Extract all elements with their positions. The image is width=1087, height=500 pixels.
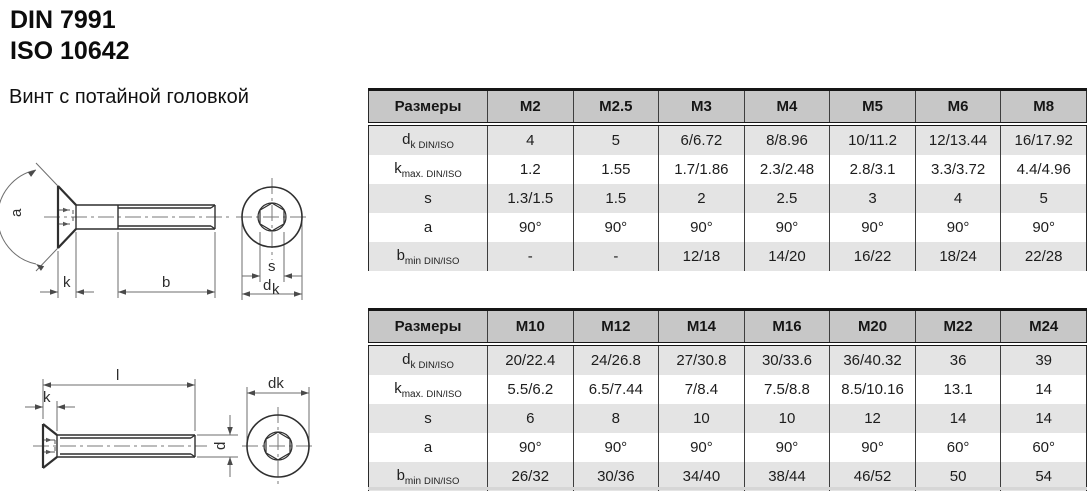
table-cell: 12/18	[659, 242, 745, 271]
table-row	[369, 124, 1087, 155]
table-cell: 26/32	[488, 462, 574, 491]
table-cell: 90°	[1001, 213, 1087, 242]
col-header-M2: M2	[488, 90, 574, 125]
table-cell: 1.3/1.5	[488, 184, 574, 213]
row-label-b-min: $b_{min}$ $_{DIN/ISO}$	[396, 246, 460, 267]
table-cell: 8.5/10.16	[830, 375, 916, 404]
table-cell: 38/44	[744, 462, 830, 491]
table-cell: 14/20	[744, 242, 830, 271]
row-label-b-min: $b_{min}$ $_{DIN/ISO}$	[396, 466, 460, 487]
table-cell: 2.8/3.1	[830, 155, 916, 184]
col-header-M12: M12	[573, 310, 659, 345]
table-row	[369, 433, 1087, 462]
table-cell: 14	[915, 404, 1001, 433]
dimensions-table-large-sizes	[368, 308, 1087, 491]
table-cell: 22/28	[1001, 242, 1087, 271]
row-label-k-max: $k_{max.}$ $_{DIN/ISO}$	[394, 159, 462, 180]
table-row	[369, 375, 1087, 404]
table-cell: -	[573, 242, 659, 271]
col-header-M8: M8	[1001, 90, 1087, 125]
screw-drawing-partial-thread	[0, 160, 345, 300]
table-row	[369, 184, 1087, 213]
table-cell: 36/40.32	[830, 344, 916, 375]
table-cell: 90°	[573, 433, 659, 462]
dim-label-socket-size: s	[268, 258, 276, 275]
row-label-s: s	[424, 190, 432, 207]
row-label-s: s	[424, 410, 432, 427]
table-cell: 90°	[573, 213, 659, 242]
product-name: Винт с потайной головкой	[9, 86, 249, 108]
dim-label-dia: d	[212, 441, 229, 450]
table-cell: 8	[573, 404, 659, 433]
row-label-k-max: $k_{max.}$ $_{DIN/ISO}$	[394, 379, 462, 400]
table-m2-m8	[368, 88, 1087, 271]
corner-header-sizes: Размеры	[369, 90, 488, 125]
table-cell: 5.5/6.2	[488, 375, 574, 404]
table-cell: 3	[830, 184, 916, 213]
dim-label-head-dia: d	[263, 277, 272, 294]
col-header-M14: M14	[659, 310, 745, 345]
table-cell: 4	[488, 124, 574, 155]
col-header-M10: M10	[488, 310, 574, 345]
row-label-a: a	[423, 219, 433, 236]
dim-label-length: l	[116, 367, 120, 384]
table-cell: 4.4/4.96	[1001, 155, 1087, 184]
table-cell: 10	[659, 404, 745, 433]
table-row	[369, 344, 1087, 375]
table-cell: 90°	[830, 213, 916, 242]
table-cell: 34/40	[659, 462, 745, 491]
table-cell: 90°	[659, 213, 745, 242]
table-cell: 30/36	[573, 462, 659, 491]
dim-label-thread-length: b	[162, 274, 171, 291]
table-cell: 1.5	[573, 184, 659, 213]
table-cell: 16/17.92	[1001, 124, 1087, 155]
row-label-a: a	[423, 439, 433, 456]
dimension-lines	[25, 379, 309, 477]
col-header-M20: M20	[830, 310, 916, 345]
table-cell: 14	[1001, 375, 1087, 404]
table-cell: 18/24	[915, 242, 1001, 271]
table-cell: 36	[915, 344, 1001, 375]
table-cell: -	[488, 242, 574, 271]
table-row	[369, 213, 1087, 242]
table-cell: 24/26.8	[573, 344, 659, 375]
dim-label-head-dia-sub: k	[272, 281, 280, 298]
table-row	[369, 404, 1087, 433]
dim-label-angle: a	[8, 208, 25, 217]
table-cell: 8/8.96	[744, 124, 830, 155]
table-row	[369, 155, 1087, 184]
table-cell: 12	[830, 404, 916, 433]
table-row	[369, 242, 1087, 271]
row-label-d-k: $d_k$ $_{DIN/ISO}$	[402, 130, 454, 151]
screw-drawing-full-thread	[0, 345, 345, 500]
table-cell: 20/22.4	[488, 344, 574, 375]
table-cell: 90°	[830, 433, 916, 462]
table-cell: 1.7/1.86	[659, 155, 745, 184]
table-cell: 6.5/7.44	[573, 375, 659, 404]
table-cell: 60°	[1001, 433, 1087, 462]
table-cell: 4	[915, 184, 1001, 213]
table-cell: 13.1	[915, 375, 1001, 404]
table-cell: 2	[659, 184, 745, 213]
dim-label-head-height: k	[43, 389, 51, 406]
table-cell: 10/11.2	[830, 124, 916, 155]
dim-label-head-height: k	[63, 274, 71, 291]
table-cell: 27/30.8	[659, 344, 745, 375]
table-cell: 7.5/8.8	[744, 375, 830, 404]
table-cell: 90°	[488, 433, 574, 462]
centerlines	[33, 407, 314, 485]
table-cell: 6/6.72	[659, 124, 745, 155]
table-cell: 90°	[659, 433, 745, 462]
table-cell: 30/33.6	[744, 344, 830, 375]
table-cell: 54	[1001, 462, 1087, 491]
col-header-M4: M4	[744, 90, 830, 125]
table-cell: 5	[573, 124, 659, 155]
centerlines	[44, 178, 308, 260]
table-cell: 90°	[488, 213, 574, 242]
dimension-arrows	[35, 382, 309, 465]
corner-header-sizes: Размеры	[369, 310, 488, 345]
col-header-M2.5: M2.5	[573, 90, 659, 125]
table-cell: 46/52	[830, 462, 916, 491]
table-cell: 60°	[915, 433, 1001, 462]
table-cell: 6	[488, 404, 574, 433]
table-cell: 2.3/2.48	[744, 155, 830, 184]
standard-iso-title: ISO 10642	[10, 37, 130, 65]
table-cell: 90°	[915, 213, 1001, 242]
table-cell: 14	[1001, 404, 1087, 433]
row-label-d-k: $d_k$ $_{DIN/ISO}$	[402, 350, 454, 371]
table-cell: 90°	[744, 433, 830, 462]
table-cell: 3.3/3.72	[915, 155, 1001, 184]
table-cell: 10	[744, 404, 830, 433]
table-m10-m24	[368, 308, 1087, 491]
table-cell: 2.5	[744, 184, 830, 213]
dimension-lines	[0, 163, 302, 300]
col-header-M3: M3	[659, 90, 745, 125]
col-header-M5: M5	[830, 90, 916, 125]
cropped-next-table-edge	[368, 487, 1087, 490]
col-header-M6: M6	[915, 90, 1001, 125]
col-header-M16: M16	[744, 310, 830, 345]
table-cell: 90°	[744, 213, 830, 242]
standard-din-title: DIN 7991	[10, 6, 116, 34]
table-cell: 5	[1001, 184, 1087, 213]
table-cell: 7/8.4	[659, 375, 745, 404]
col-header-M22: M22	[915, 310, 1001, 345]
table-cell: 16/22	[830, 242, 916, 271]
col-header-M24: M24	[1001, 310, 1087, 345]
dimensions-table-small-sizes	[368, 88, 1087, 271]
table-cell: 50	[915, 462, 1001, 491]
table-cell: 39	[1001, 344, 1087, 375]
table-cell: 1.55	[573, 155, 659, 184]
dim-label-head-dia: dk	[268, 375, 284, 392]
table-cell: 1.2	[488, 155, 574, 184]
table-cell: 12/13.44	[915, 124, 1001, 155]
